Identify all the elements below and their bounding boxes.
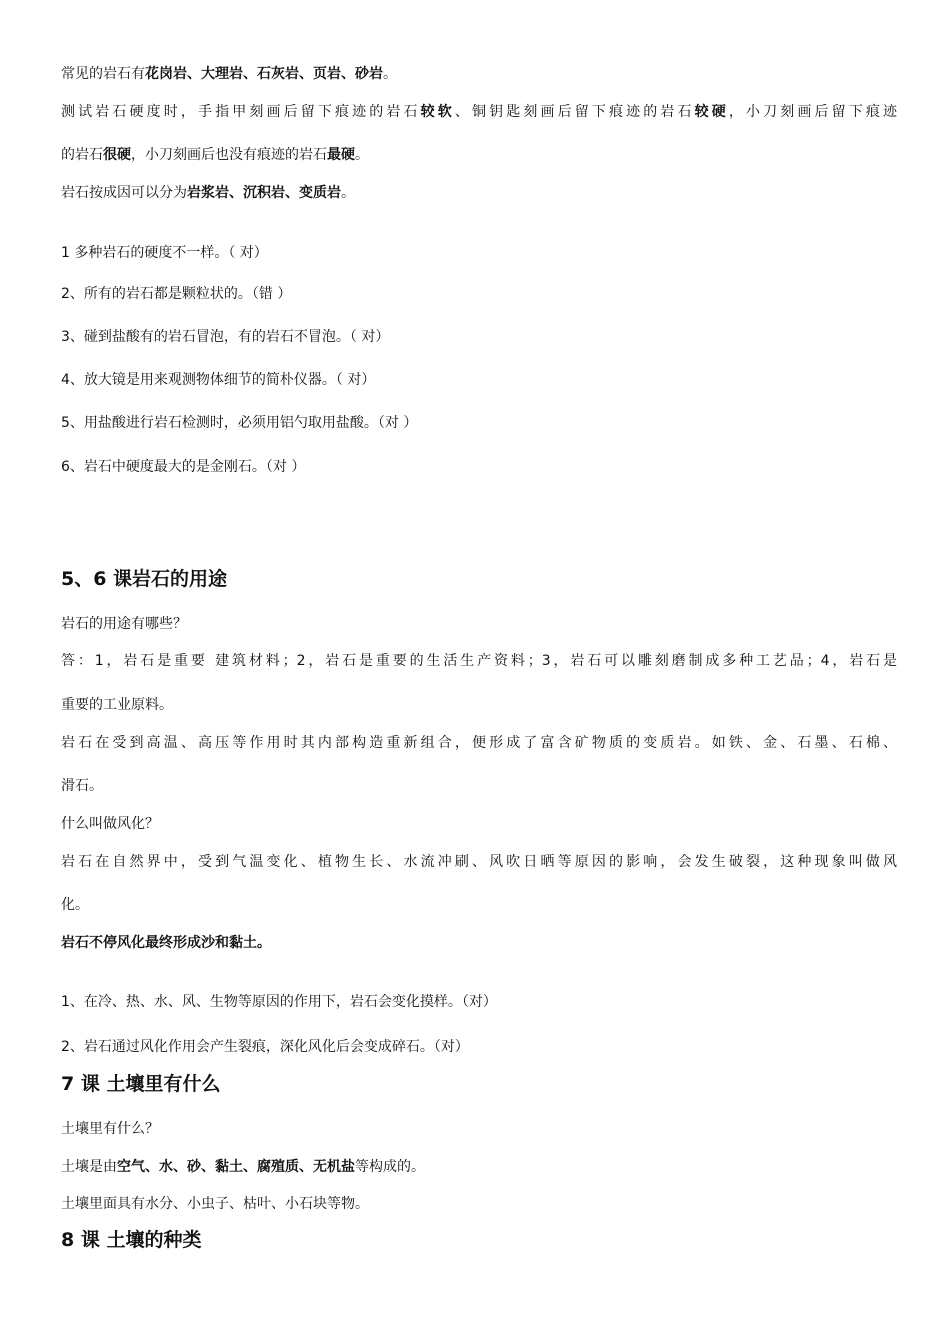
section-heading-lesson-5-6: 5、6 课岩石的用途 bbox=[61, 568, 228, 590]
question-rock-uses: 岩石的用途有哪些？ bbox=[61, 616, 187, 632]
judgment-item: 2、所有的岩石都是颗粒状的。（错 ） bbox=[61, 286, 292, 302]
section-heading-lesson-7: 7 课 土壤里有什么 bbox=[61, 1073, 221, 1095]
judgment-item: 1、在冷、热、水、风、生物等原因的作用下，岩石会变化摸样。（对） bbox=[61, 994, 497, 1010]
weathering-line-1: 岩石在自然界中，受到气温变化、植物生长、水流冲刷、风吹日晒等原因的影响，会发生破裂，这种现象叫做风 bbox=[61, 854, 897, 870]
rock-classification-line: 岩石按成因可以分为岩浆岩、沉积岩、变质岩。 bbox=[61, 185, 355, 201]
metamorphic-line-2: 滑石。 bbox=[61, 778, 103, 794]
hardness-line-1: 测试岩石硬度时，手指甲刻画后留下痕迹的岩石较软、铜钥匙刻画后留下痕迹的岩石较硬，小刀刻画后留下痕迹 bbox=[61, 104, 897, 120]
judgment-item: 3、碰到盐酸有的岩石冒泡，有的岩石不冒泡。（ 对） bbox=[61, 329, 390, 345]
judgment-item: 1 多种岩石的硬度不一样。（ 对） bbox=[61, 245, 268, 261]
hardness-line-2: 的岩石很硬，小刀刻画后也没有痕迹的岩石最硬。 bbox=[61, 147, 369, 163]
question-soil-contents: 土壤里有什么？ bbox=[61, 1121, 159, 1137]
judgment-item: 2、岩石通过风化作用会产生裂痕，深化风化后会变成碎石。（对） bbox=[61, 1039, 469, 1055]
common-rocks-list: 花岗岩、大理岩、石灰岩、页岩、砂岩 bbox=[145, 66, 383, 82]
weathering-conclusion: 岩石不停风化最终形成沙和黏土。 bbox=[61, 935, 271, 951]
soil-composition-line: 土壤是由空气、水、砂、黏土、腐殖质、无机盐等构成的。 bbox=[61, 1159, 425, 1175]
question-weathering: 什么叫做风化？ bbox=[61, 816, 159, 832]
judgment-item: 4、放大镜是用来观测物体细节的简朴仪器。（ 对） bbox=[61, 372, 376, 388]
common-rocks-line: 常见的岩石有花岗岩、大理岩、石灰岩、页岩、砂岩。 bbox=[61, 66, 397, 82]
section-heading-lesson-8: 8 课 土壤的种类 bbox=[61, 1229, 202, 1251]
answer-rock-uses-line-1: 答：1，岩石是重要 建筑材料；2，岩石是重要的生活生产资料；3，岩石可以雕刻磨制成多种工艺品；4，岩石是 bbox=[61, 653, 897, 669]
soil-contents-line: 土壤里面具有水分、小虫子、枯叶、小石块等物。 bbox=[61, 1196, 369, 1212]
metamorphic-line-1: 岩石在受到高温、高压等作用时其内部构造重新组合，便形成了富含矿物质的变质岩。如铁、金、石墨、石棉、 bbox=[61, 735, 897, 751]
judgment-item: 5、用盐酸进行岩石检测时，必须用铝勺取用盐酸。（对 ） bbox=[61, 415, 418, 431]
weathering-line-2: 化。 bbox=[61, 897, 89, 913]
judgment-item: 6、岩石中硬度最大的是金刚石。（对 ） bbox=[61, 459, 306, 475]
answer-rock-uses-line-2: 重要的工业原料。 bbox=[61, 697, 173, 713]
